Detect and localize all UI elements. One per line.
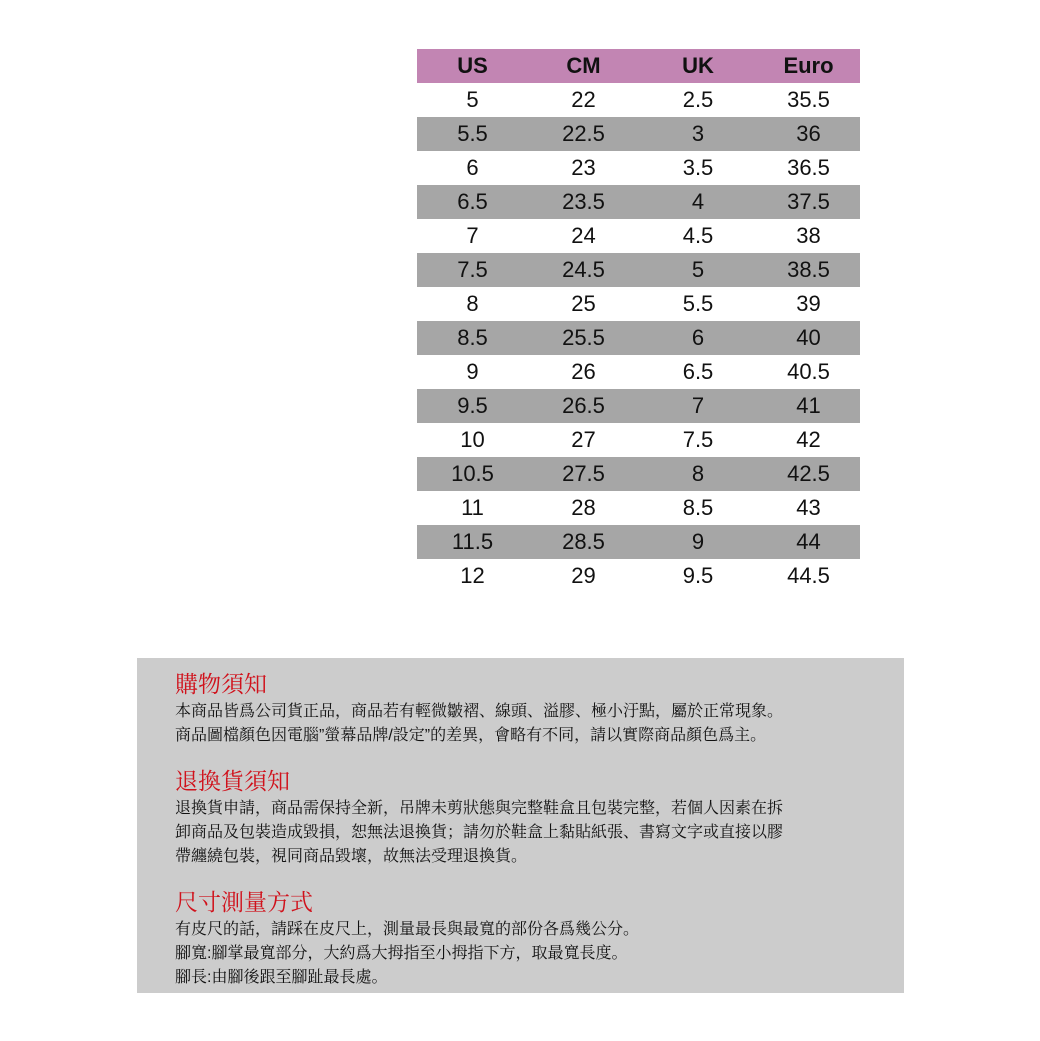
size-cell-us: 11.5: [417, 525, 528, 559]
size-row: [417, 117, 860, 151]
return-notice-line: 卸商品及包裝造成毀損，恕無法退換貨；請勿於鞋盒上黏貼紙張、書寫文字或直接以膠: [175, 824, 784, 841]
size-row: [417, 287, 860, 321]
size-cell-uk: 6: [639, 321, 757, 355]
size-cell-euro: 38.5: [757, 253, 860, 287]
size-chart-header-row: [417, 49, 860, 83]
header-us: US: [417, 49, 528, 83]
size-cell-euro: 39: [796, 291, 821, 316]
size-cell-euro: 38: [796, 223, 821, 248]
size-row: [417, 321, 860, 355]
notice-panel: [137, 658, 904, 993]
size-cell-uk: 2.5: [682, 87, 714, 112]
measurement-notice-title: 尺寸測量方式: [175, 889, 313, 915]
size-cell-euro: 44: [757, 525, 860, 559]
size-cell-us: 9: [466, 359, 479, 384]
size-cell-us: 6.5: [417, 185, 528, 219]
size-cell-us: 10: [460, 427, 485, 452]
size-cell-cm: 26.5: [528, 389, 639, 423]
size-cell-euro: 43: [796, 495, 821, 520]
size-row: [417, 219, 860, 253]
size-cell-uk: 7.5: [682, 427, 714, 452]
size-cell-cm: 26: [571, 359, 596, 384]
return-notice-line: 退換貨申請，商品需保持全新，吊牌未剪狀態與完整鞋盒且包裝完整，若個人因素在拆: [175, 800, 784, 817]
size-row: [417, 151, 860, 185]
measurement-notice-section: [175, 888, 904, 990]
size-row: [417, 525, 860, 559]
size-row: [417, 559, 860, 593]
size-cell-uk: 9: [639, 525, 757, 559]
size-cell-euro: 35.5: [787, 87, 830, 112]
size-cell-us: 7: [466, 223, 479, 248]
measurement-notice-line: 腳長:由腳後跟至腳趾最長處。: [175, 969, 388, 986]
size-cell-euro: 40: [757, 321, 860, 355]
size-cell-euro: 40.5: [787, 359, 830, 384]
size-cell-cm: 22: [571, 87, 596, 112]
size-row: [417, 83, 860, 117]
size-cell-euro: 37.5: [757, 185, 860, 219]
size-cell-cm: 22.5: [528, 117, 639, 151]
size-row: [417, 389, 860, 423]
size-cell-cm: 27: [571, 427, 596, 452]
size-cell-cm: 28.5: [528, 525, 639, 559]
size-cell-cm: 24.5: [528, 253, 639, 287]
size-cell-uk: 8: [639, 457, 757, 491]
shopping-notice-line: 本商品皆爲公司貨正品，商品若有輕微皺褶、線頭、溢膠、極小汙點，屬於正常現象。: [175, 703, 784, 720]
return-notice-line: 帶纏繞包裝，視同商品毀壞，故無法受理退換貨。: [175, 848, 528, 865]
header-euro: Euro: [757, 49, 860, 83]
size-cell-euro: 36: [757, 117, 860, 151]
size-cell-euro: 36.5: [787, 155, 830, 180]
return-notice-title: 退換貨須知: [175, 768, 290, 794]
size-cell-cm: 23.5: [528, 185, 639, 219]
size-cell-us: 11: [461, 495, 484, 520]
size-cell-cm: 25.5: [528, 321, 639, 355]
size-cell-cm: 29: [571, 563, 596, 588]
size-cell-euro: 42: [796, 427, 821, 452]
shopping-notice-title: 購物須知: [175, 671, 267, 697]
size-row: [417, 457, 860, 491]
size-cell-us: 7.5: [417, 253, 528, 287]
size-cell-us: 12: [460, 563, 485, 588]
size-cell-uk: 3.5: [682, 155, 714, 180]
size-chart-body: [417, 83, 860, 593]
size-cell-uk: 6.5: [682, 359, 714, 384]
size-cell-euro: 41: [757, 389, 860, 423]
size-cell-uk: 3: [639, 117, 757, 151]
size-cell-us: 5: [466, 87, 479, 112]
size-cell-uk: 8.5: [682, 495, 714, 520]
size-row: [417, 423, 860, 457]
measurement-notice-line: 有皮尺的話，請踩在皮尺上，測量最長與最寬的部份各爲幾公分。: [175, 921, 640, 938]
size-cell-cm: 25: [571, 291, 596, 316]
shopping-notice-section: [175, 670, 904, 748]
size-row: [417, 355, 860, 389]
size-cell-us: 10.5: [417, 457, 528, 491]
header-uk: UK: [639, 49, 757, 83]
size-row: [417, 491, 860, 525]
size-row: [417, 253, 860, 287]
size-cell-uk: 4.5: [682, 223, 714, 248]
header-cm: CM: [528, 49, 639, 83]
size-cell-us: 6: [466, 155, 479, 180]
size-cell-uk: 5: [639, 253, 757, 287]
size-cell-cm: 24: [571, 223, 596, 248]
size-cell-us: 9.5: [417, 389, 528, 423]
size-cell-cm: 27.5: [528, 457, 639, 491]
size-cell-uk: 4: [639, 185, 757, 219]
size-cell-us: 8.5: [417, 321, 528, 355]
size-cell-uk: 5.5: [682, 291, 714, 316]
shopping-notice-line: 商品圖檔顏色因電腦”螢幕品牌/設定”的差異，會略有不同，請以實際商品顏色爲主。: [175, 727, 767, 744]
size-cell-us: 8: [466, 291, 479, 316]
size-cell-cm: 28: [571, 495, 596, 520]
size-cell-uk: 9.5: [682, 563, 714, 588]
size-cell-cm: 23: [571, 155, 596, 180]
measurement-notice-line: 腳寬:腳掌最寬部分，大約爲大拇指至小拇指下方，取最寬長度。: [175, 945, 628, 962]
size-cell-euro: 44.5: [787, 563, 830, 588]
size-cell-uk: 7: [639, 389, 757, 423]
size-chart-table: [417, 49, 860, 593]
size-cell-us: 5.5: [417, 117, 528, 151]
size-row: [417, 185, 860, 219]
return-notice-section: [175, 767, 904, 869]
size-cell-euro: 42.5: [757, 457, 860, 491]
